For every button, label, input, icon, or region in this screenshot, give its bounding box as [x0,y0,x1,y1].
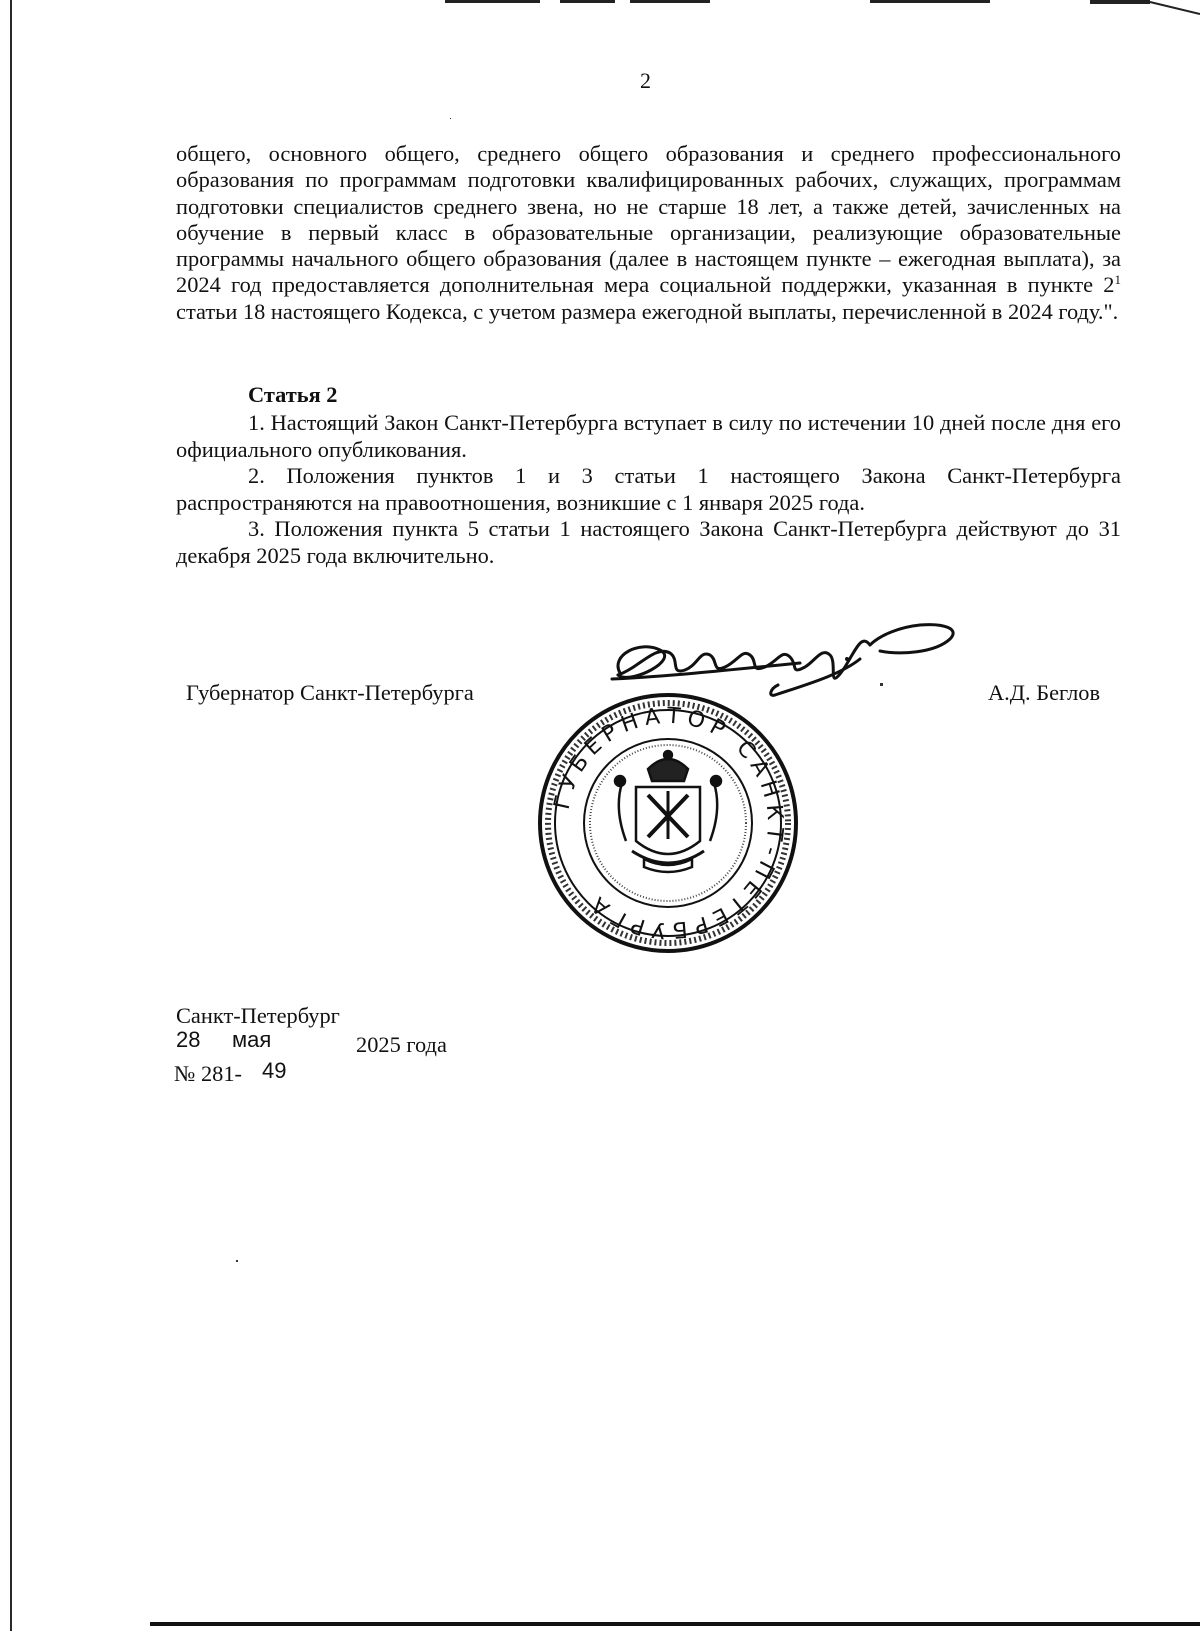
signing-place: Санкт-Петербург [176,1003,340,1028]
article-clause-1: 1. Настоящий Закон Санкт-Петербурга вступает в силу по истечении 10 дней после дня его официального опубликования. [176,410,1121,462]
coat-of-arms-icon [615,751,721,872]
scan-speck [236,1260,238,1262]
signing-month: мая [232,1027,272,1052]
scan-speck [880,683,883,686]
signing-year: 2025 года [356,1032,447,1057]
scan-edge-line [10,0,12,1631]
superscript-mark: 1 [1114,272,1121,288]
signatory-title: Губернатор Санкт-Петербурга [186,680,474,705]
page-number: 2 [640,68,651,93]
signing-day: 28 [176,1027,201,1052]
scan-top-marks [0,0,1200,16]
law-number-suffix: 49 [262,1058,287,1083]
law-number-prefix: № 281- [174,1061,243,1086]
seal-text: ГУБЕРНАТОР САНКТ-ПЕТЕРБУРГА [549,703,788,943]
article-heading: Статья 2 [248,382,338,407]
official-seal [536,691,800,955]
article-clause-2: 2. Положения пунктов 1 и 3 статьи 1 настоящего Закона Санкт-Петербурга распространяются на правоотношения, возникшие с 1 января 2025 года. [176,463,1121,515]
article-clause-3: 3. Положения пункта 5 статьи 1 настоящего Закона Санкт-Петербурга действуют до 31 декабря 2025 года включительно. [176,516,1121,568]
signatory-name: А.Д. Беглов [988,680,1101,705]
paragraph-text-part-2: статьи 18 настоящего Кодекса, с учетом размера ежегодной выплаты, перечисленной в 2024 году.". [176,298,1119,324]
scan-speck [450,118,451,119]
continued-paragraph [176,141,1121,325]
paragraph-text-part-1: общего, основного общего, среднего общего образования и среднего профессионального образования по программам подготовки квалифицированных рабочих, служащих, программам подготовки специалистов среднего звена, но не старше 18 лет, а также детей, зачисленных на обучение в первый класс в образовательные организации, реализующие образовательные программы начального общего образования (далее в настоящем пункте – ежегодная выплата), за 2024 год предоставляется дополнительная мера социальной поддержки, указанная в пункте 2 [176,141,1121,298]
scan-bottom-line [150,1622,1200,1626]
